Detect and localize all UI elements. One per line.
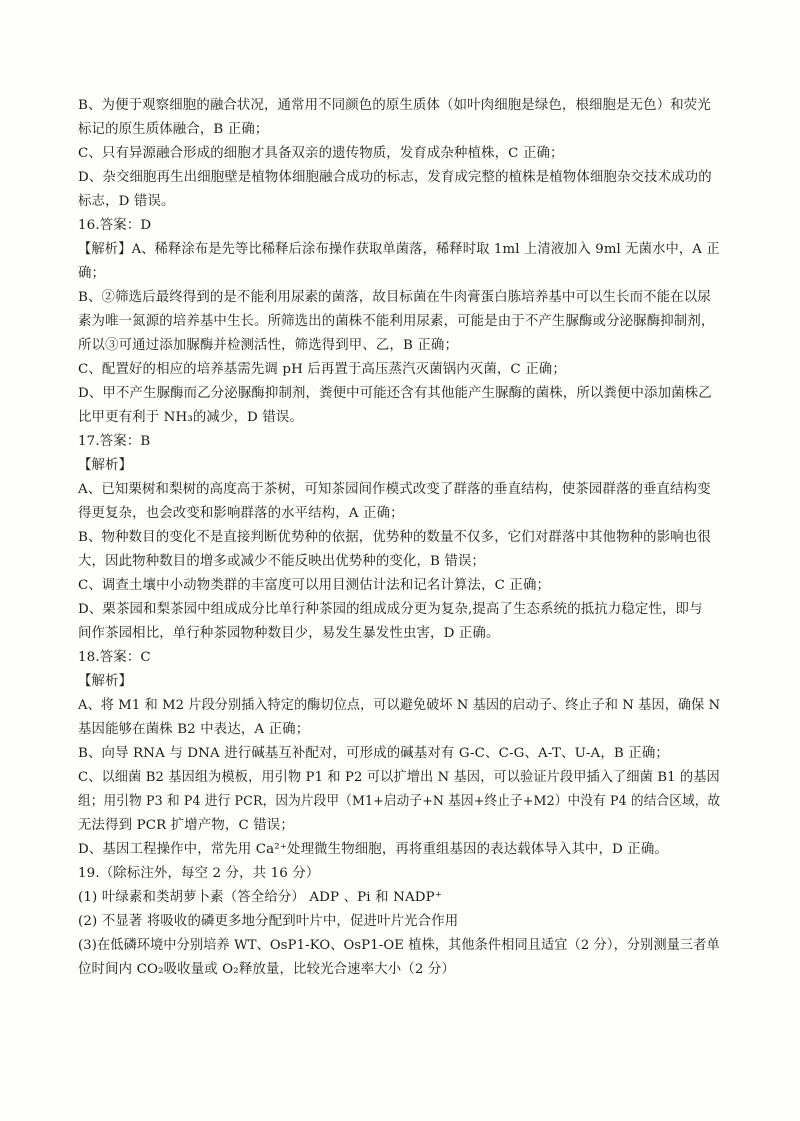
text-line: D、甲不产生脲酶而乙分泌脲酶抑制剂，粪便中可能还含有其他能产生脲酶的菌株，所以粪便中添加菌株乙 [78,386,712,401]
text-line: B、向导 RNA 与 DNA 进行碱基互补配对，可形成的碱基对有 G-C、C-G、A-T、U-A，B 正确； [78,746,669,761]
text-line: A、已知栗树和梨树的高度高于茶树，可知茶园间作模式改变了群落的垂直结构，使茶园群落的垂直结构变 [78,482,711,497]
text-line: 所以③可通过添加脲酶并检测活性，筛选得到甲、乙，B 正确； [78,338,458,353]
text-line: C、只有异源融合形成的细胞才具备双亲的遗传物质，发育成杂种植株，C 正确； [78,146,564,161]
text-line: 确； [78,266,106,281]
text-line: 大，因此物种数目的增多或减少不能反映出优势种的变化，B 错误； [78,554,486,569]
text-line: 【解析】A、稀释涂布是先等比稀释后涂布操作获取单菌落，稀释时取 1ml 上清液加入 9ml 无菌水中，A 正 [78,242,720,257]
text-line: C、调查土壤中小动物类群的丰富度可以用目测估计法和记名计算法，C 正确； [78,578,551,593]
answer-heading-16: 16.答案：D [78,218,152,233]
text-line: 素为唯一氮源的培养基中生长。所筛选出的菌株不能利用尿素，可能是由于不产生脲酶或分泌脲酶抑制剂， [78,314,715,329]
text-line: 得更复杂，也会改变和影响群落的水平结构，A 正确； [78,506,404,521]
text-line: (3)在低磷环境中分别培养 WT、OsP1-KO、OsP1-OE 植株，其他条件相同且适宜（2 分），分别测量三者单 [78,938,720,953]
text-line: D、基因工程操作中，常先用 Ca²⁺处理微生物细胞，再将重组基因的表达载体导入其中，D 正确。 [78,842,668,857]
answer-text-block [78,94,720,982]
text-line: (2) 不显著 将吸收的磷更多地分配到叶片中，促进叶片光合作用 [78,914,459,929]
analysis-label: 【解析】 [78,458,133,473]
text-line: (1) 叶绿素和类胡萝卜素（答全给分） ADP 、Pi 和 NADP⁺ [78,890,443,905]
text-line: B、②筛选后最终得到的是不能利用尿素的菌落，故目标菌在牛肉膏蛋白胨培养基中可以生长而不能在以尿 [78,290,711,305]
text-line: 基因能够在菌株 B2 中表达，A 正确； [78,722,310,737]
text-line: 标志，D 错误。 [78,194,175,209]
text-line: 位时间内 CO₂吸收量或 O₂释放量，比较光合速率大小（2 分） [78,962,456,977]
text-line: B、为便于观察细胞的融合状况，通常用不同颜色的原生质体（如叶肉细胞是绿色，根细胞是无色）和荧光 [78,98,711,113]
answer-heading-19: 19.（除标注外，每空 2 分，共 16 分） [78,866,320,881]
text-line: 标记的原生质体融合，B 正确； [78,122,269,137]
text-line: 无法得到 PCR 扩增产物，C 错误； [78,818,294,833]
answer-heading-17: 17.答案：B [78,434,151,449]
text-line: A、将 M1 和 M2 片段分别插入特定的酶切位点，可以避免破坏 N 基因的启动子、终止子和 N 基因，确保 N [78,698,721,713]
analysis-label: 【解析】 [78,674,133,689]
text-line: D、栗茶园和梨茶园中组成成分比单行种茶园的组成成分更为复杂,提高了生态系统的抵抗力稳定性，即与 [78,602,703,617]
text-line: 组；用引物 P3 和 P4 进行 PCR，因为片段甲（M1+启动子+N 基因+终止子+M2）中没有 P4 的结合区域，故 [78,794,721,809]
text-line: C、配置好的相应的培养基需先调 pH 后再置于高压蒸汽灭菌锅内灭菌，C 正确； [78,362,566,377]
text-line: B、物种数目的变化不是直接判断优势种的依据，优势种的数量不仅多，它们对群落中其他物种的影响也很 [78,530,711,545]
text-line: 间作茶园相比，单行种茶园物种数目少，易发生暴发性虫害，D 正确。 [78,626,500,641]
answer-heading-18: 18.答案：C [78,650,151,665]
text-line: C、以细菌 B2 基因组为模板，用引物 P1 和 P2 可以扩增出 N 基因，可以验证片段甲插入了细菌 B1 的基因 [78,770,720,785]
text-line: 比甲更有利于 NH₃的减少，D 错误。 [78,410,303,425]
text-line: D、杂交细胞再生出细胞壁是植物体细胞融合成功的标志，发育成完整的植株是植物体细胞杂交技术成功的 [78,170,712,185]
